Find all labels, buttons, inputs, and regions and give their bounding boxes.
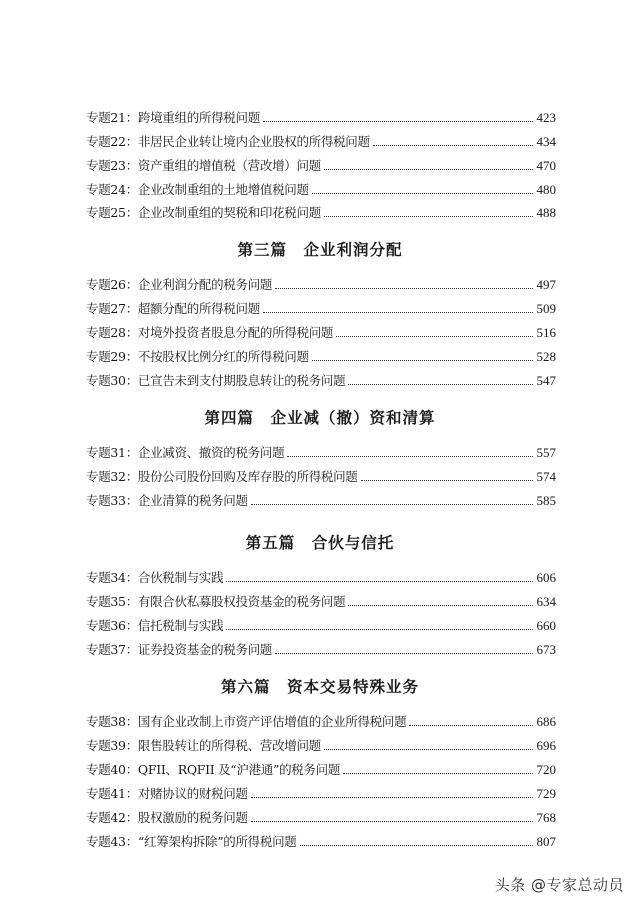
dot-leader <box>348 605 532 606</box>
toc-entry[interactable] <box>86 710 556 730</box>
toc-entry-title: 专题41：对赌协议的财税问题 <box>86 786 248 801</box>
toc-entry[interactable] <box>86 758 556 778</box>
dot-leader <box>361 480 533 481</box>
toc-entry-title: 专题25：企业改制重组的契税和印花税问题 <box>86 205 321 220</box>
dot-leader <box>275 288 532 289</box>
dot-leader <box>348 384 532 385</box>
toc-entry-title: 专题40：QFII、RQFII 及“沪港通”的税务问题 <box>86 762 341 777</box>
toc-entry[interactable] <box>86 369 556 389</box>
toc-entry-title: 专题31：企业减资、撤资的税务问题 <box>86 445 285 460</box>
dot-leader <box>324 169 533 170</box>
toc-entry[interactable] <box>86 489 556 509</box>
dot-leader <box>373 145 533 146</box>
toc-entry-page: 768 <box>536 810 556 825</box>
toc-entry-page: 516 <box>536 325 556 340</box>
toc-entry-page: 729 <box>536 786 556 801</box>
toc-entry-title: 专题38：国有企业改制上市资产评估增值的企业所得税问题 <box>86 714 407 729</box>
dot-leader <box>312 360 533 361</box>
toc-entry-page: 574 <box>536 469 556 484</box>
dot-leader <box>324 749 533 750</box>
toc-entry-page: 547 <box>536 373 556 388</box>
toc-entry[interactable] <box>86 273 556 293</box>
toc-entry-page: 686 <box>536 714 556 729</box>
toc-entry-page: 488 <box>536 205 556 220</box>
toc-entry[interactable] <box>86 465 556 485</box>
toc-entry[interactable] <box>86 734 556 754</box>
toc-entry[interactable] <box>86 638 556 658</box>
toc-entry-title: 专题42：股权激励的税务问题 <box>86 810 248 825</box>
watermark-text: 头条 @专家总动员 <box>494 876 624 894</box>
toc-entry-title: 专题29：不按股权比例分红的所得税问题 <box>86 349 309 364</box>
toc-entry-title: 专题35：有限合伙私募股权投资基金的税务问题 <box>86 594 346 609</box>
part-heading: 第四篇 企业减（撤）资和清算 <box>204 409 436 427</box>
toc-entry-title: 专题22：非居民企业转让境内企业股权的所得税问题 <box>86 134 370 149</box>
dot-leader <box>226 581 532 582</box>
dot-leader <box>300 845 533 846</box>
toc-entry-title: 专题39：限售股转让的所得税、营改增问题 <box>86 738 321 753</box>
toc-entry-title: 专题30：已宣告未到支付期股息转让的税务问题 <box>86 373 346 388</box>
dot-leader <box>263 312 533 313</box>
toc-entry-page: 696 <box>536 738 556 753</box>
part-heading: 第六篇 资本交易特殊业务 <box>220 678 419 696</box>
toc-entry-page: 660 <box>536 618 556 633</box>
toc-entry[interactable] <box>86 106 556 126</box>
dot-leader <box>263 121 533 122</box>
toc-entry-title: 专题37：证券投资基金的税务问题 <box>86 642 273 657</box>
toc-entry[interactable] <box>86 782 556 802</box>
dot-leader <box>324 216 533 217</box>
dot-leader <box>343 773 532 774</box>
toc-entry-page: 423 <box>536 110 556 125</box>
toc-entry-title: 专题24：企业改制重组的土地增值税问题 <box>86 182 309 197</box>
toc-entry-page: 557 <box>536 445 556 460</box>
toc-entry-title: 专题23：资产重组的增值税（营改增）问题 <box>86 158 321 173</box>
toc-entry-title: 专题43：“红筹架构拆除”的所得税问题 <box>86 834 297 849</box>
toc-entry-title: 专题34：合伙税制与实践 <box>86 570 224 585</box>
toc-entry-title: 专题21：跨境重组的所得税问题 <box>86 110 260 125</box>
toc-entry[interactable] <box>86 441 556 461</box>
toc-entry-page: 585 <box>536 493 556 508</box>
toc-entry-title: 专题36：信托税制与实践 <box>86 618 224 633</box>
dot-leader <box>226 629 532 630</box>
toc-entry-title: 专题27：超额分配的所得税问题 <box>86 301 260 316</box>
toc-entry[interactable] <box>86 830 556 850</box>
toc-entry[interactable] <box>86 321 556 341</box>
dot-leader <box>251 504 533 505</box>
toc-entry[interactable] <box>86 201 556 221</box>
dot-leader <box>275 653 532 654</box>
toc-entry[interactable] <box>86 130 556 150</box>
toc-entry-page: 528 <box>536 349 556 364</box>
toc-entry-page: 807 <box>536 834 556 849</box>
toc-entry-title: 专题32：股份公司股份回购及库存股的所得税问题 <box>86 469 358 484</box>
toc-entry-title: 专题26：企业利润分配的税务问题 <box>86 277 273 292</box>
toc-entry-page: 509 <box>536 301 556 316</box>
part-heading: 第三篇 企业利润分配 <box>237 241 403 259</box>
toc-entry-title: 专题33：企业清算的税务问题 <box>86 493 248 508</box>
toc-entry-page: 497 <box>536 277 556 292</box>
toc-entry-page: 480 <box>536 182 556 197</box>
toc-entry[interactable] <box>86 806 556 826</box>
dot-leader <box>287 456 532 457</box>
toc-entry-page: 634 <box>536 594 556 609</box>
toc-entry[interactable] <box>86 154 556 174</box>
toc-entry-page: 606 <box>536 570 556 585</box>
toc-entry[interactable] <box>86 590 556 610</box>
dot-leader <box>312 193 533 194</box>
toc-entry[interactable] <box>86 614 556 634</box>
toc-entry-page: 720 <box>536 762 556 777</box>
dot-leader <box>251 797 533 798</box>
dot-leader <box>336 336 532 337</box>
dot-leader <box>251 821 533 822</box>
dot-leader <box>409 725 532 726</box>
toc-entry-title: 专题28：对境外投资者股息分配的所得税问题 <box>86 325 334 340</box>
toc-entry[interactable] <box>86 566 556 586</box>
toc-entry[interactable] <box>86 297 556 317</box>
toc-entry-page: 434 <box>536 134 556 149</box>
part-heading: 第五篇 合伙与信托 <box>245 534 395 552</box>
toc-entry-page: 673 <box>536 642 556 657</box>
toc-entry[interactable] <box>86 345 556 365</box>
toc-entry[interactable] <box>86 178 556 198</box>
toc-entry-page: 470 <box>536 158 556 173</box>
